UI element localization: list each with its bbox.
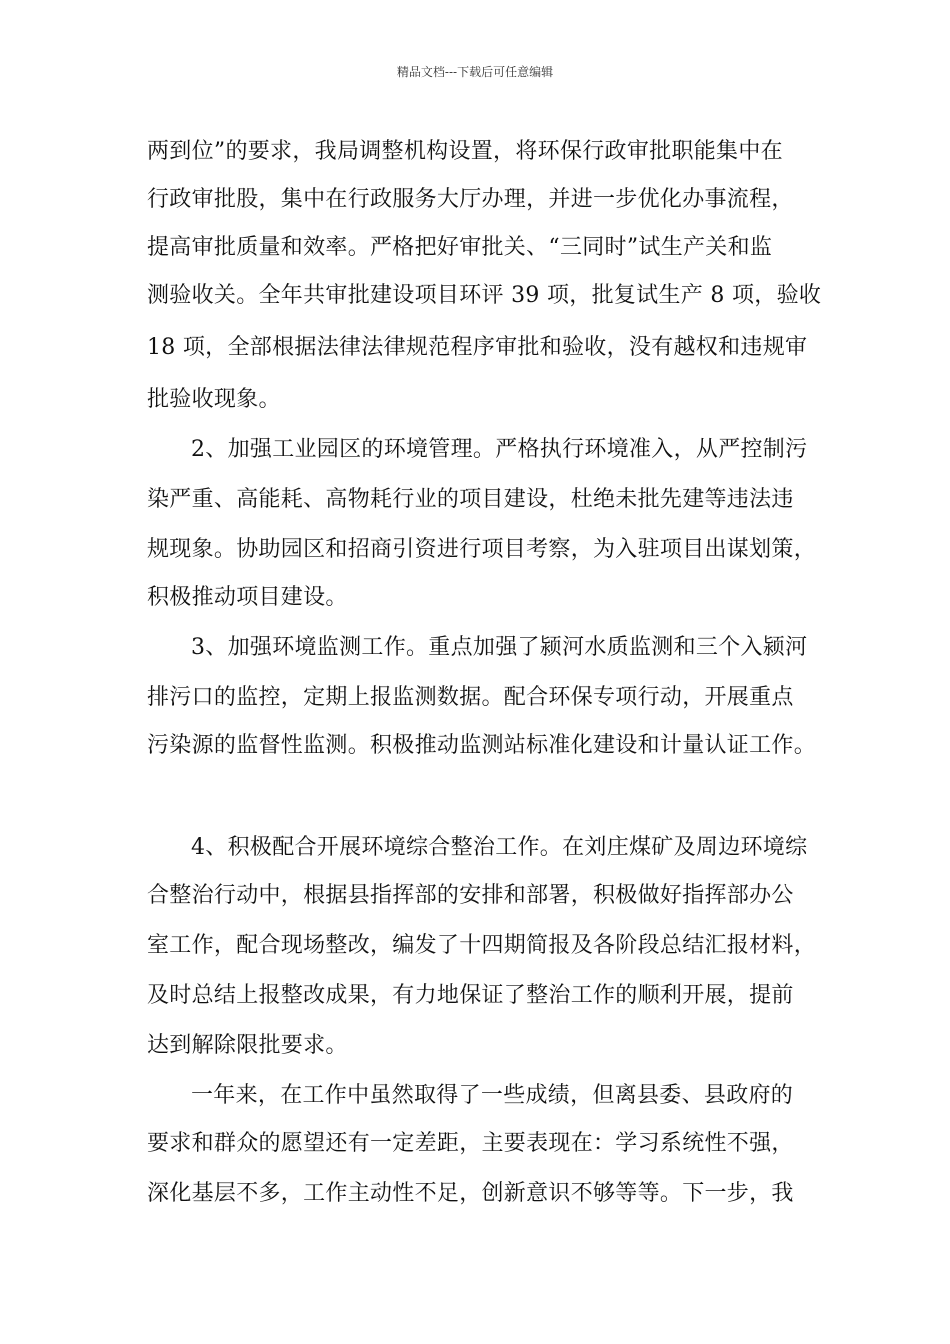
text-line: 2、加强工业园区的环境管理。严格执行环境准入，从严控制污 — [191, 437, 808, 462]
text-line: 测验收关。全年共审批建设项目环评 39 项，批复试生产 8 项，验收 — [147, 283, 822, 308]
text-line: 两到位”的要求，我局调整机构设置，将环保行政审批职能集中在 — [147, 139, 783, 164]
text-line: 批验收现象。 — [147, 387, 281, 412]
text-line: 提高审批质量和效率。严格把好审批关、“三同时”试生产关和监 — [147, 235, 773, 260]
page-header: 精品文档---下载后可任意编辑 — [396, 65, 554, 79]
text-line: 积极推动项目建设。 — [147, 585, 348, 610]
text-line: 3、加强环境监测工作。重点加强了颍河水质监测和三个入颍河 — [191, 635, 808, 660]
text-line: 室工作，配合现场整改，编发了十四期简报及各阶段总结汇报材料， — [147, 933, 817, 958]
text-line: 及时总结上报整改成果，有力地保证了整治工作的顺利开展，提前 — [147, 983, 794, 1008]
text-line: 要求和群众的愿望还有一定差距，主要表现在：学习系统性不强， — [147, 1131, 794, 1156]
text-line: 行政审批股，集中在行政服务大厅办理，并进一步优化办事流程， — [147, 187, 794, 212]
text-line: 18 项，全部根据法律法律规范程序审批和验收，没有越权和违规审 — [147, 335, 808, 360]
text-line: 染严重、高能耗、高物耗行业的项目建设，杜绝未批先建等违法违 — [147, 487, 794, 512]
text-line: 深化基层不多，工作主动性不足，创新意识不够等等。下一步，我 — [147, 1181, 794, 1206]
text-line: 排污口的监控，定期上报监测数据。配合环保专项行动，开展重点 — [147, 685, 794, 710]
text-line: 达到解除限批要求。 — [147, 1033, 348, 1058]
text-line: 污染源的监督性监测。积极推动监测站标准化建设和计量认证工作。 — [147, 733, 817, 758]
text-line: 合整治行动中，根据县指挥部的安排和部署，积极做好指挥部办公 — [147, 883, 794, 908]
text-line: 4、积极配合开展环境综合整治工作。在刘庄煤矿及周边环境综 — [191, 835, 808, 860]
text-line: 规现象。协助园区和招商引资进行项目考察，为入驻项目出谋划策， — [147, 537, 817, 562]
text-line: 一年来，在工作中虽然取得了一些成绩，但离县委、县政府的 — [191, 1083, 794, 1108]
